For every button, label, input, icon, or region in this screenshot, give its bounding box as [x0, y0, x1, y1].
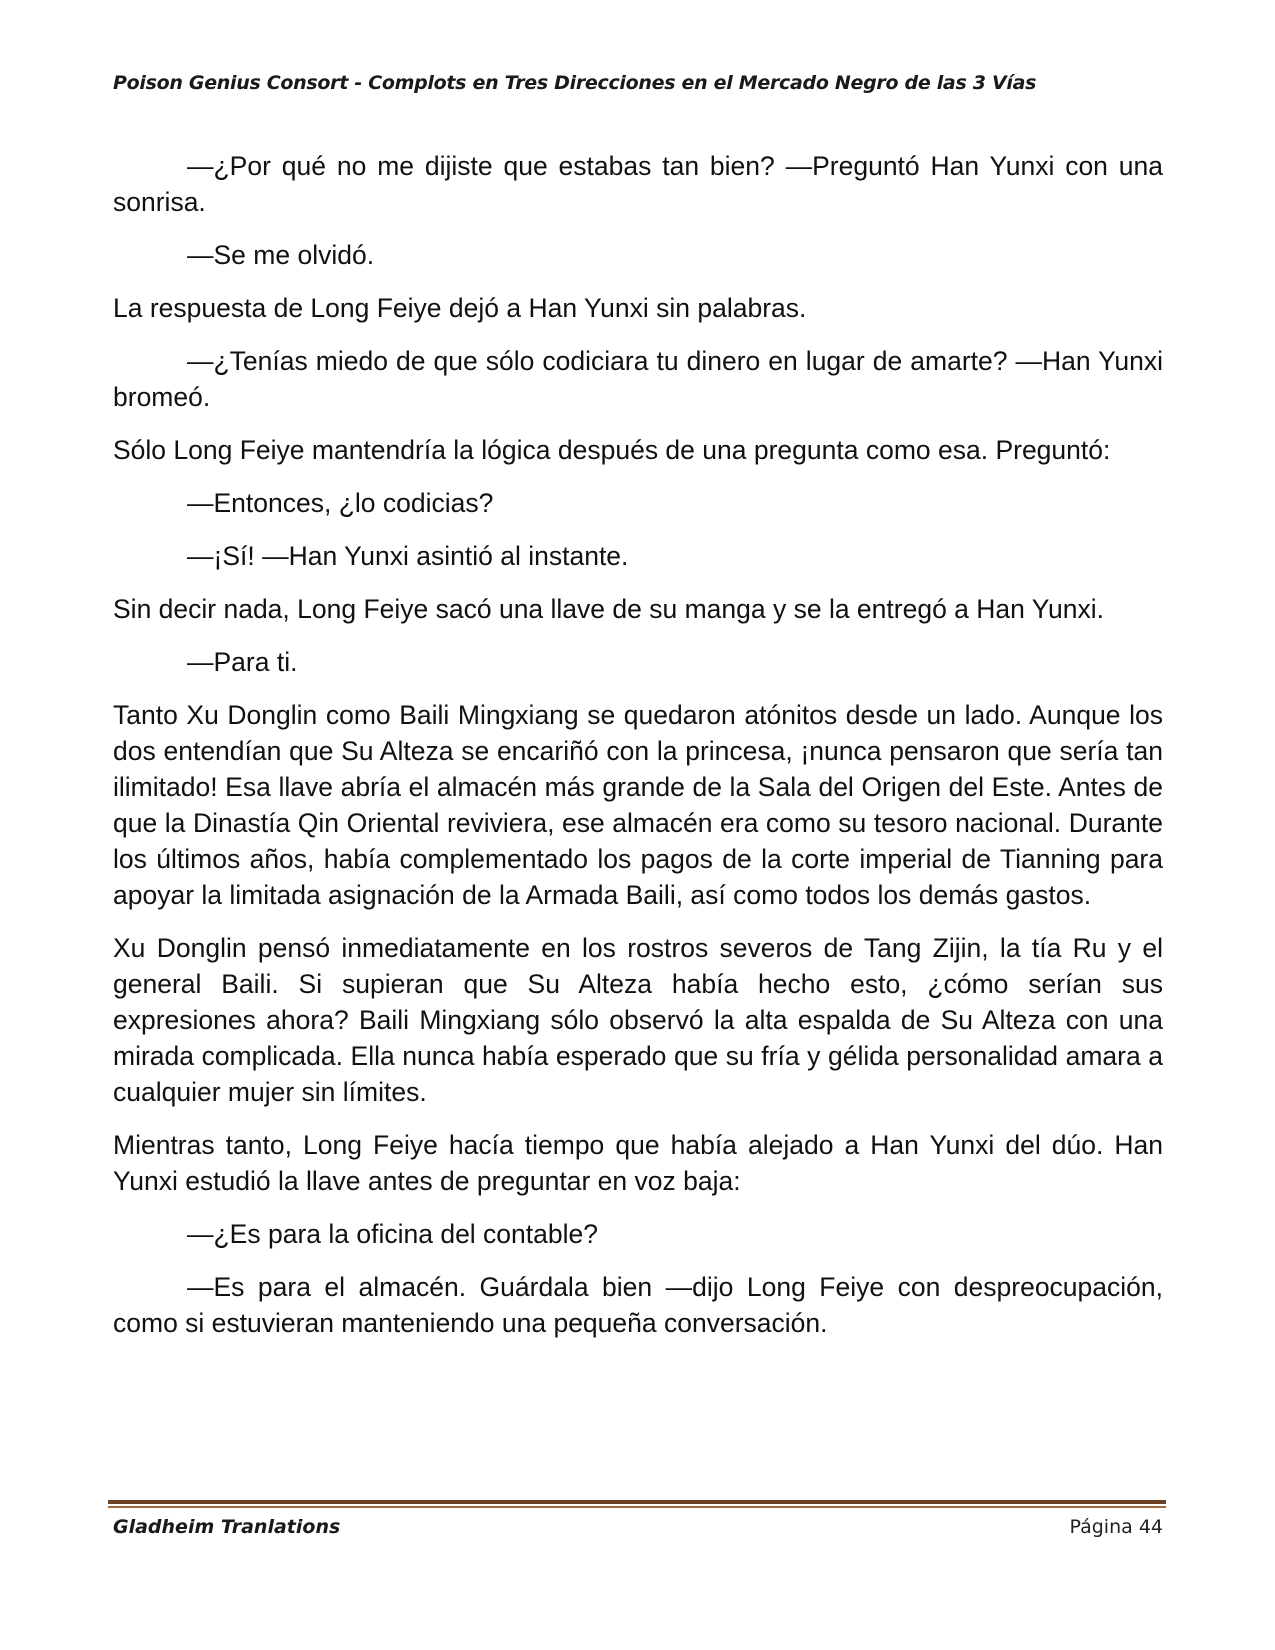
paragraph-5: Sólo Long Feiye mantendría la lógica después de una pregunta como esa. Preguntó:: [113, 435, 1111, 465]
paragraph-13: —¿Es para la oficina del contable?: [187, 1219, 598, 1249]
page-label: Página: [1069, 1516, 1133, 1538]
page-number: 44: [1138, 1516, 1163, 1538]
paragraph-14: —Es para el almacén. Guárdala bien —dijo Long Feiye con despreocupación, como si estuvieran manteniendo una pequeña conversación.: [113, 1272, 1163, 1338]
paragraph-2: —Se me olvidó.: [187, 240, 375, 270]
footer-divider-thin: [108, 1506, 1166, 1508]
paragraph-6: —Entonces, ¿lo codicias?: [187, 488, 494, 518]
paragraph-1: —¿Por qué no me dijiste que estabas tan bien? —Preguntó Han Yunxi con una sonrisa.: [113, 151, 1163, 217]
paragraph-3: La respuesta de Long Feiye dejó a Han Yunxi sin palabras.: [113, 293, 807, 323]
paragraph-4: —¿Tenías miedo de que sólo codiciara tu dinero en lugar de amarte? —Han Yunxi bromeó.: [113, 346, 1163, 412]
paragraph-12: Mientras tanto, Long Feiye hacía tiempo que había alejado a Han Yunxi del dúo. Han Yunxi estudió la llave antes de preguntar en voz baja:: [113, 1130, 1163, 1196]
footer-divider: [108, 1500, 1166, 1504]
page-number-block: [1069, 1516, 1163, 1538]
body-text: [113, 148, 1163, 1358]
paragraph-7: —¡Sí! —Han Yunxi asintió al instante.: [187, 541, 629, 571]
paragraph-11: Xu Donglin pensó inmediatamente en los rostros severos de Tang Zijin, la tía Ru y el general Baili. Si supieran que Su Alteza había hecho esto, ¿cómo serían sus expresiones ahora? Baili Mingxiang sólo observó la alta espalda de Su Alteza con una mirada complicada. Ella nunca había esperado que su fría y gélida personalidad amara a cualquier mujer sin límites.: [113, 933, 1163, 1107]
paragraph-10: Tanto Xu Donglin como Baili Mingxiang se quedaron atónitos desde un lado. Aunque los dos entendían que Su Alteza se encariñó con la princesa, ¡nunca pensaron que sería tan ilimitado! Esa llave abría el almacén más grande de la Sala del Origen del Este. Antes de que la Dinastía Qin Oriental reviviera, ese almacén era como su tesoro nacional. Durante los últimos años, había complementado los pagos de la corte imperial de Tianning para apoyar la limitada asignación de la Armada Baili, así como todos los demás gastos.: [113, 700, 1163, 910]
paragraph-9: —Para ti.: [187, 647, 298, 677]
paragraph-8: Sin decir nada, Long Feiye sacó una llave de su manga y se la entregó a Han Yunxi.: [113, 594, 1104, 624]
page-header: Poison Genius Consort - Complots en Tres Direcciones en el Mercado Negro de las 3 Vías: [113, 72, 1037, 94]
footer-credit: Gladheim Tranlations: [113, 1516, 341, 1538]
